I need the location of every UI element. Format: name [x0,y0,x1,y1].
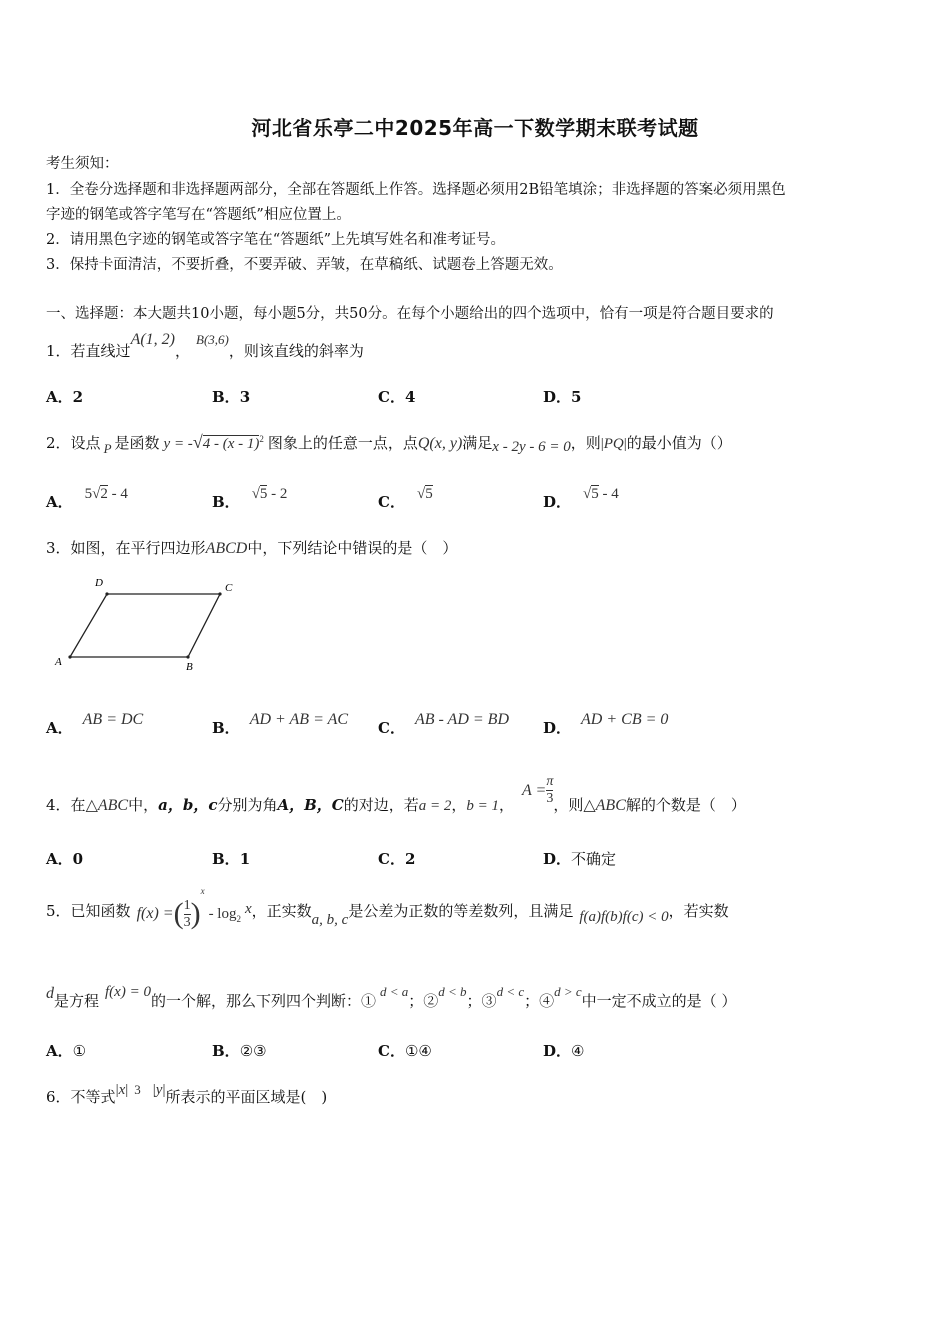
question-text: 如图，在平行四边形 [70,539,206,557]
vertex-d-dot [105,592,108,595]
question-3 [46,537,457,558]
question-number: 4． [46,795,71,814]
q2-option-c[interactable]: C． √5 [378,486,433,511]
q4-option-d[interactable]: D．不确定 [543,850,617,868]
notice-item-3: 3．保持卡面清洁，不要折叠，不要弄破、弄皱，在草稿纸、试题卷上答题无效。 [46,257,563,273]
q4-option-c[interactable]: C．2 [378,850,416,868]
vertex-c-dot [218,592,221,595]
point-a: A(1, 2) [130,331,175,348]
question-text: 设点 [70,434,101,452]
segment-pq: PQ [603,436,624,452]
question-text: 所表示的平面区域是( ) [165,1088,328,1106]
question-5-line-2 [46,984,737,1010]
q5-option-d[interactable]: D．④ [543,1042,585,1060]
function-lhs: f(x) = [136,905,174,922]
question-number: 1． [46,342,71,360]
question-text: 已知函数 [70,902,131,920]
question-text: 满足 [462,434,493,452]
constant-3: 3 [134,1082,141,1097]
q1-option-c[interactable]: C．4 [378,388,416,406]
question-text: 图象上的任意一点，点 [267,434,418,452]
question-text: ，则 [553,795,584,814]
question-text: ，若实数 [668,902,729,920]
a-equals: a = 2 [418,797,452,814]
question-text: 中，下列结论中错误的是（ ） [247,539,458,557]
separator: ；④ [524,992,555,1010]
abs-bar: | [152,1082,156,1098]
question-text: 在 [70,795,86,814]
q2-option-d[interactable]: D． √5 - 4 [543,486,619,511]
section-heading: 一、选择题：本大题共10小题，每小题5分，共50分。在每个小题给出的四个选项中，恰有一项是符合题目要求的 [46,306,774,322]
point-p: P [103,441,112,456]
point-b: B(3,6) [196,332,229,347]
vertex-c-label: C [225,582,233,594]
question-4 [46,774,746,814]
function-exponent: 2 [259,434,264,444]
question-text: 是函数 [114,434,160,452]
q3-option-d[interactable]: D． AD + CB = 0 [543,711,669,737]
variable-y: y [155,1082,163,1098]
q1-option-a[interactable]: A．2 [46,388,84,406]
q3-option-c[interactable]: C． AB - AD = BD [378,711,509,737]
question-text: 不等式 [70,1088,116,1106]
variable-x: x [118,1082,126,1098]
page-title: 河北省乐亭二中2025年高一下数学期末联考试题 [251,116,699,140]
judgement-1: d < a [379,984,409,999]
triangle-name: △ABC [583,796,626,814]
question-text: ，则 [570,434,601,452]
q3-option-b[interactable]: B． AD + AB = AC [212,711,349,737]
function-log: - log [208,906,237,922]
judgement-4: d > c [554,984,582,999]
function-radicand: 4 - (x - 1) [202,436,260,452]
notice-item-2: 2．请用黑色字迹的钢笔或答字笔在“答题纸”上先填写姓名和准考证号。 [46,232,506,248]
product-condition: f(a)f(b)f(c) < 0 [579,909,669,925]
separator: ， [175,342,191,360]
question-6 [46,1078,328,1106]
vertex-b-label: B [186,661,193,673]
variable-d: d [46,985,54,1002]
separator: ， [451,795,467,814]
q2-option-a[interactable]: A． 5√2 - 4 [46,486,128,511]
question-text: ，正实数 [251,902,312,920]
question-text: 分别为角 [217,795,278,814]
q5-option-c[interactable]: C．①④ [378,1042,432,1060]
q4-option-b[interactable]: B．1 [212,850,251,868]
question-number: 3． [46,539,71,557]
vertex-a-dot [68,655,71,658]
function-fraction: $\frac{1}{3}$ [183,897,191,930]
paren-open: ( [173,897,184,930]
radical-sign: √ [192,432,203,452]
abs-bar: | [115,1082,119,1098]
q2-option-b[interactable]: B． √5 - 2 [212,486,288,511]
question-text: 是公差为正数的等差数列，且满足 [348,902,574,920]
question-text: 解的个数是（ ） [625,795,746,814]
log-base: 2 [236,914,241,924]
function-variable: x [244,901,252,917]
q4-option-a[interactable]: A．0 [46,850,84,868]
separator: ；② [408,992,439,1010]
paren-close: ) [190,897,201,930]
question-2 [46,432,732,456]
q1-option-d[interactable]: D．5 [543,388,582,406]
question-number: 5． [46,902,71,920]
q3-option-a[interactable]: A． AB = DC [46,711,144,737]
notice-heading: 考生须知： [46,156,119,172]
question-number: 6． [46,1088,71,1106]
q5-option-a[interactable]: A．① [46,1042,87,1060]
parallelogram-name: ABCD [205,540,248,557]
abs-bar: | [600,436,604,452]
question-text: ，则该直线的斜率为 [228,342,364,360]
line-equation: x - 2y - 6 = 0 [492,439,571,455]
question-text: 中， [128,795,159,814]
judgement-2: d < b [438,984,467,999]
angle-a-fraction: $\frac{\pi}{3}$ [546,774,554,806]
parallelogram-figure [50,574,250,674]
b-equals: b = 1 [466,797,500,814]
abs-bar: | [125,1082,129,1098]
question-text: 的对边，若 [343,795,419,814]
vertex-a-label: A [55,656,62,668]
angles: A，B，C [277,795,344,814]
question-text: 中一定不成立的是（ ） [581,992,737,1010]
equation: f(x) = 0 [105,984,151,1000]
judgement-3: d < c [496,984,525,999]
sequence-terms: a, b, c [311,912,349,928]
question-1 [46,331,364,361]
function-lhs: y = - [163,436,193,452]
question-5 [46,886,729,931]
notice-item-1-line-1: 1．全卷分选择题和非选择题两部分，全部在答题纸上作答。选择题必须用2B铅笔填涂；非选择题的答案必须用黑色 [46,182,786,198]
notice-item-1-line-2: 字迹的钢笔或答字笔写在“答题纸”相应位置上。 [46,207,351,223]
question-text: 的最小值为（） [626,434,732,452]
angle-a-lhs: A = [522,781,547,799]
vertex-b-dot [186,655,189,658]
vertex-d-label: D [95,577,103,589]
triangle-name: △ABC [85,796,129,814]
question-text: 的一个解，那么下列四个判断：① [150,992,376,1010]
separator: ；③ [466,992,497,1010]
q5-option-b[interactable]: B．②③ [212,1042,267,1060]
abs-bar: | [623,436,627,452]
point-q: Q(x, y) [417,435,463,452]
question-text: 若直线过 [70,342,131,360]
question-text: 是方程 [54,992,100,1010]
abs-bar: | [162,1082,166,1098]
separator: ， [499,795,515,814]
function-exponent: x [200,886,205,896]
question-number: 2． [46,434,71,452]
q1-option-b[interactable]: B．3 [212,388,251,406]
parallelogram-shape [70,594,220,657]
sides: a，b，c [158,795,218,814]
